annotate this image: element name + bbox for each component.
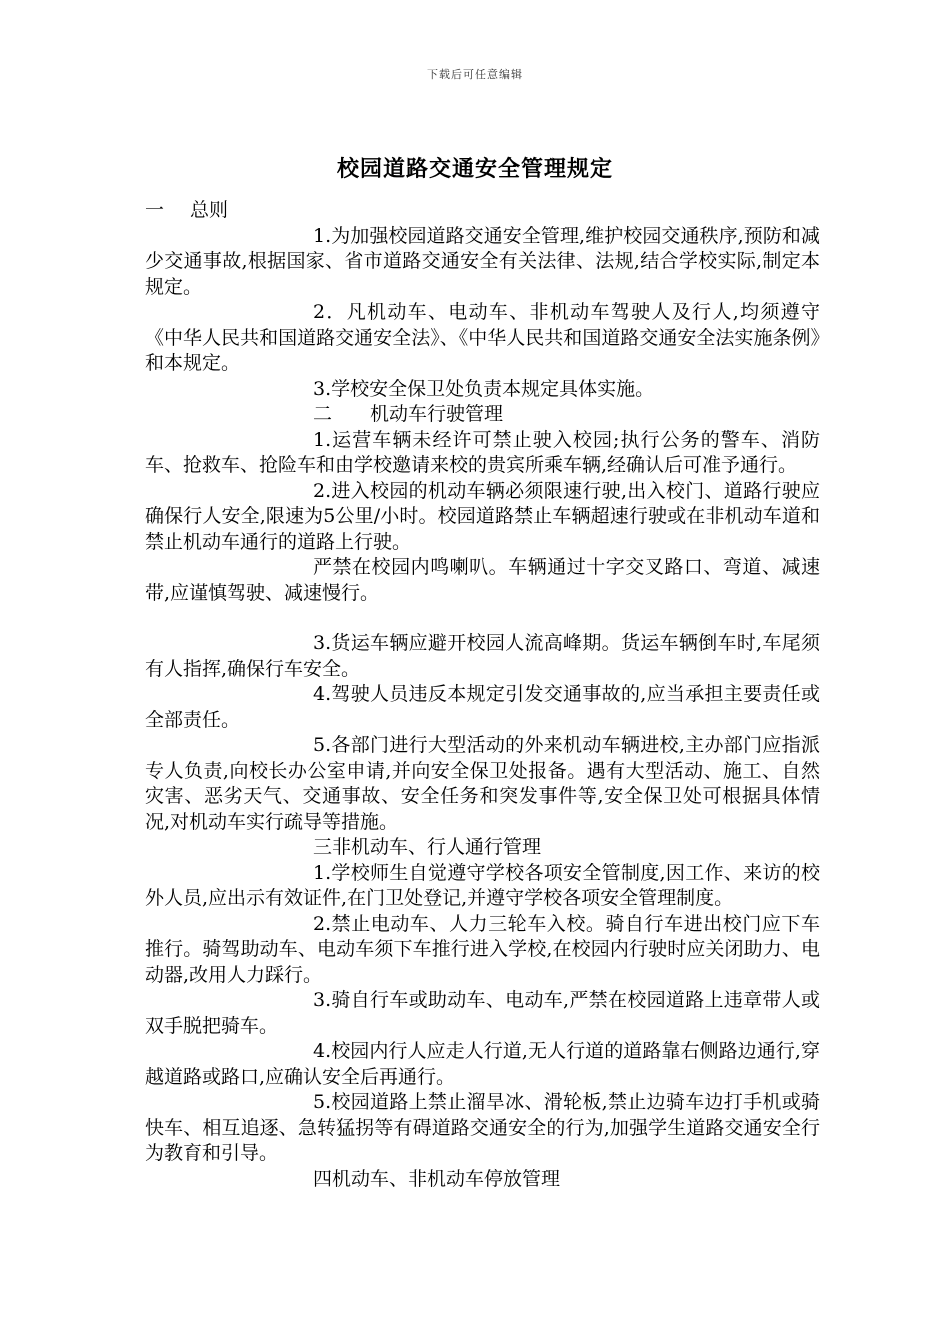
- paragraph: 1.学校师生自觉遵守学校各项安全管制度,因工作、来访的校外人员,应出示有效证件,在门卫处登记,并遵守学校各项安全管理制度。: [145, 861, 820, 909]
- blank-line: [145, 606, 820, 631]
- paragraph: 3.学校安全保卫处负责本规定具体实施。: [313, 377, 655, 400]
- paragraph: 2.禁止电动车、人力三轮车入校。骑自行车进出校门应下车推行。骑驾助动车、电动车须下车推行进入学校,在校园内行驶时应关闭助力、电动器,改用人力踩行。: [145, 912, 820, 986]
- section-heading-non-motor: 三非机动车、行人通行管理: [313, 836, 542, 858]
- paragraph: 1.为加强校园道路交通安全管理,维护校园交通秩序,预防和减少交通事故,根据国家、省市道路交通安全有关法律、法规,结合学校实际,制定本规定。: [145, 224, 820, 298]
- paragraph: 5.各部门进行大型活动的外来机动车辆进校,主办部门应指派专人负责,向校长办公室申请,并向安全保卫处报备。遇有大型活动、施工、自然灾害、恶劣天气、交通事故、安全任务和突发事件等,安全保卫处可根据具体情况,对机动车实行疏导等措施。: [145, 734, 820, 833]
- section-heading-general: [145, 198, 820, 224]
- section-heading-parking: 四机动车、非机动车停放管理: [313, 1167, 561, 1190]
- header-note: 下载后可任意编辑: [427, 68, 523, 81]
- paragraph: 3.骑自行车或助动车、电动车,严禁在校园道路上违章带人或双手脱把骑车。: [145, 989, 820, 1037]
- document-title: 校园道路交通安全管理规定: [336, 157, 613, 182]
- section-number: 一: [145, 199, 165, 221]
- document-body: [145, 198, 820, 1192]
- paragraph: 1.运营车辆未经许可禁止驶入校园;执行公务的警车、消防车、抢救车、抢险车和由学校邀请来校的贵宾所乘车辆,经确认后可准予通行。: [145, 428, 820, 476]
- paragraph: 严禁在校园内鸣喇叭。车辆通过十字交叉路口、弯道、减速带,应谨慎驾驶、减速慢行。: [145, 556, 820, 604]
- paragraph: 4.驾驶人员违反本规定引发交通事故的,应当承担主要责任或全部责任。: [145, 683, 820, 731]
- section-heading-motor-vehicle: 二 机动车行驶管理: [313, 403, 504, 425]
- paragraph: 2.进入校园的机动车辆必须限速行驶,出入校门、道路行驶应确保行人安全,限速为5公里/小时。校园道路禁止车辆超速行驶或在非机动车道和禁止机动车通行的道路上行驶。: [145, 479, 820, 553]
- paragraph: 4.校园内行人应走人行道,无人行道的道路靠右侧路边通行,穿越道路或路口,应确认安全后再通行。: [145, 1040, 820, 1088]
- paragraph: 2．凡机动车、电动车、非机动车驾驶人及行人,均须遵守《中华人民共和国道路交通安全法》、《中华人民共和国道路交通安全法实施条例》和本规定。: [145, 301, 820, 374]
- section-title: 总则: [190, 199, 229, 221]
- paragraph: 5.校园道路上禁止溜旱冰、滑轮板,禁止边骑车边打手机或骑快车、相互追逐、急转猛拐等有碍道路交通安全的行为,加强学生道路交通安全行为教育和引导。: [145, 1091, 820, 1164]
- paragraph: 3.货运车辆应避开校园人流高峰期。货运车辆倒车时,车尾须有人指挥,确保行车安全。: [145, 632, 820, 680]
